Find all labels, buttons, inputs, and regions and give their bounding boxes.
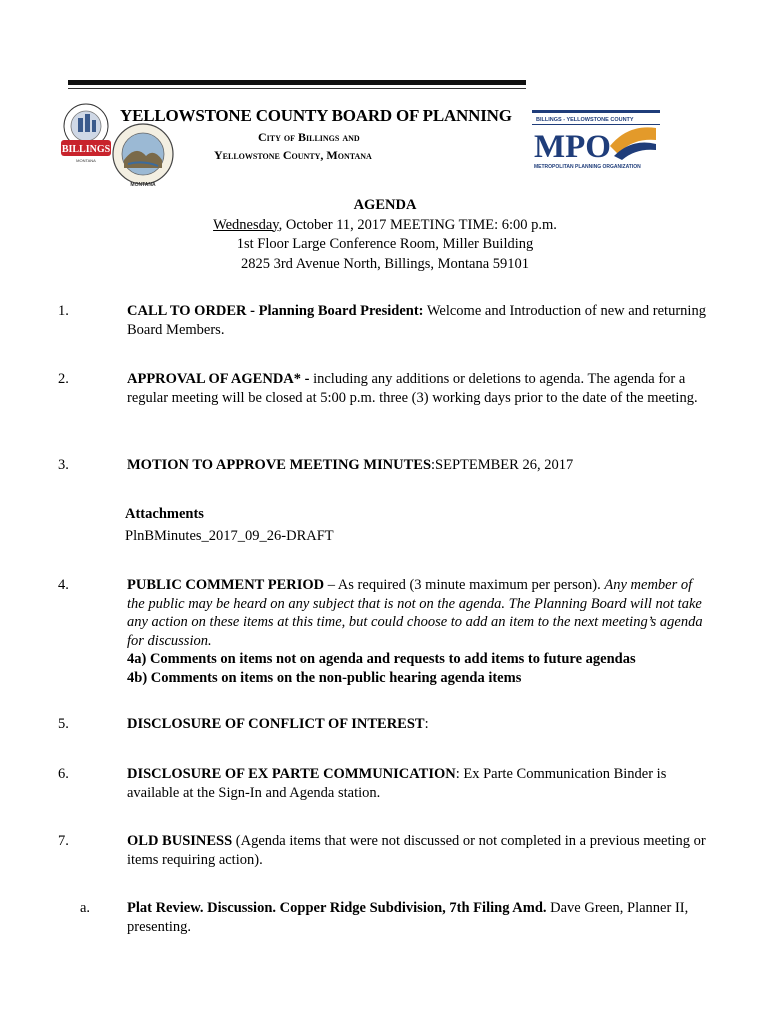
- item-heading: MOTION TO APPROVE MEETING MINUTES: [127, 457, 432, 473]
- meeting-address: 2825 3rd Avenue North, Billings, Montana 59101: [240, 255, 530, 272]
- mpo-logo: [532, 110, 660, 174]
- item-sub-4a: 4a) Comments on items not on agenda and requests to add items to future agendas: [127, 651, 636, 667]
- item-number: 3.: [58, 457, 69, 473]
- item-italic-note: Any member of the public may be heard on any subject that is not on the agenda. The Planning Board will not take any action on these items at this time, but could choose to add an item to the next meeting’s agenda for discussion.: [127, 577, 703, 649]
- item-body: including any additions or deletions to agenda. The agenda for a regular meeting will be closed at 5:00 p.m. three (3) working days prior to the date of the meeting.: [127, 371, 698, 406]
- item-heading: DISCLOSURE OF CONFLICT OF INTEREST: [127, 716, 425, 732]
- svg-text:BILLINGS: BILLINGS: [61, 144, 111, 155]
- item-body: Welcome and Introduction of new and returning Board Members.: [127, 303, 706, 338]
- item-text: [127, 302, 712, 339]
- item-heading: PUBLIC COMMENT PERIOD: [127, 577, 325, 593]
- item-body: : Ex Parte Communication Binder is available at the Sign-In and Agenda station.: [127, 766, 667, 801]
- item-text: [127, 576, 712, 687]
- agenda-header: [0, 196, 770, 274]
- meeting-day: Wednesday,: [213, 216, 283, 233]
- svg-text:MONTANA: MONTANA: [130, 182, 156, 188]
- item-heading: DISCLOSURE OF EX PARTE COMMUNICATION: [127, 766, 456, 782]
- item-text: [127, 832, 712, 869]
- attachments-label: Attachments: [125, 506, 204, 522]
- item-body: (Agenda items that were not discussed or not completed in a previous meeting or items requiring action).: [127, 833, 706, 868]
- meeting-room: 1st Floor Large Conference Room, Miller Building: [236, 236, 534, 252]
- item-body: :SEPTEMBER 26, 2017: [431, 457, 574, 473]
- board-title: YELLOWSTONE COUNTY BOARD OF PLANNING: [120, 106, 512, 125]
- item-text: [127, 899, 712, 936]
- mpo-logo-icon: [532, 110, 660, 174]
- svg-text:BILLINGS - YELLOWSTONE COUNTY: BILLINGS - YELLOWSTONE COUNTY: [536, 117, 634, 123]
- meeting-date-time: October 11, 2017 MEETING TIME: 6:00 p.m.: [282, 216, 557, 233]
- meeting-date-line: [0, 216, 770, 236]
- item-text: [127, 765, 712, 802]
- attachment-link[interactable]: PlnBMinutes_2017_09_26-DRAFT: [125, 528, 334, 544]
- agenda-title: AGENDA: [353, 197, 417, 213]
- svg-text:MPO: MPO: [534, 129, 611, 165]
- item-body: – As required (3 minute maximum per person).: [324, 577, 605, 593]
- item-number: 7.: [58, 833, 69, 849]
- item-heading: APPROVAL OF AGENDA* -: [127, 371, 310, 387]
- svg-text:METROPOLITAN PLANNING ORGANIZA: METROPOLITAN PLANNING ORGANIZATION: [534, 164, 641, 170]
- item-body: :: [424, 716, 429, 732]
- item-sub-4b: 4b) Comments on items on the non-public hearing agenda items: [127, 669, 522, 686]
- item-heading: OLD BUSINESS: [127, 833, 233, 849]
- item-text: [127, 370, 712, 407]
- header-rule-thin: [68, 88, 526, 89]
- item-number: 6.: [58, 766, 69, 782]
- item-number: a.: [80, 900, 91, 916]
- item-heading: CALL TO ORDER - Planning Board President:: [127, 303, 424, 319]
- svg-text:MONTANA: MONTANA: [76, 158, 96, 163]
- header-subtitle-county: Yellowstone County, Montana: [214, 148, 372, 162]
- item-text: [127, 456, 712, 475]
- header-rule: [68, 80, 526, 85]
- item-number: 2.: [58, 371, 69, 387]
- item-number: 5.: [58, 716, 69, 732]
- header-subtitle-city: City of Billings and: [258, 130, 360, 144]
- item-text: [127, 715, 712, 734]
- item-body: Dave Green, Planner II, presenting.: [127, 900, 689, 935]
- item-heading: Plat Review. Discussion. Copper Ridge Subdivision, 7th Filing Amd.: [127, 900, 547, 916]
- item-number: 4.: [58, 577, 69, 593]
- item-number: 1.: [58, 303, 69, 319]
